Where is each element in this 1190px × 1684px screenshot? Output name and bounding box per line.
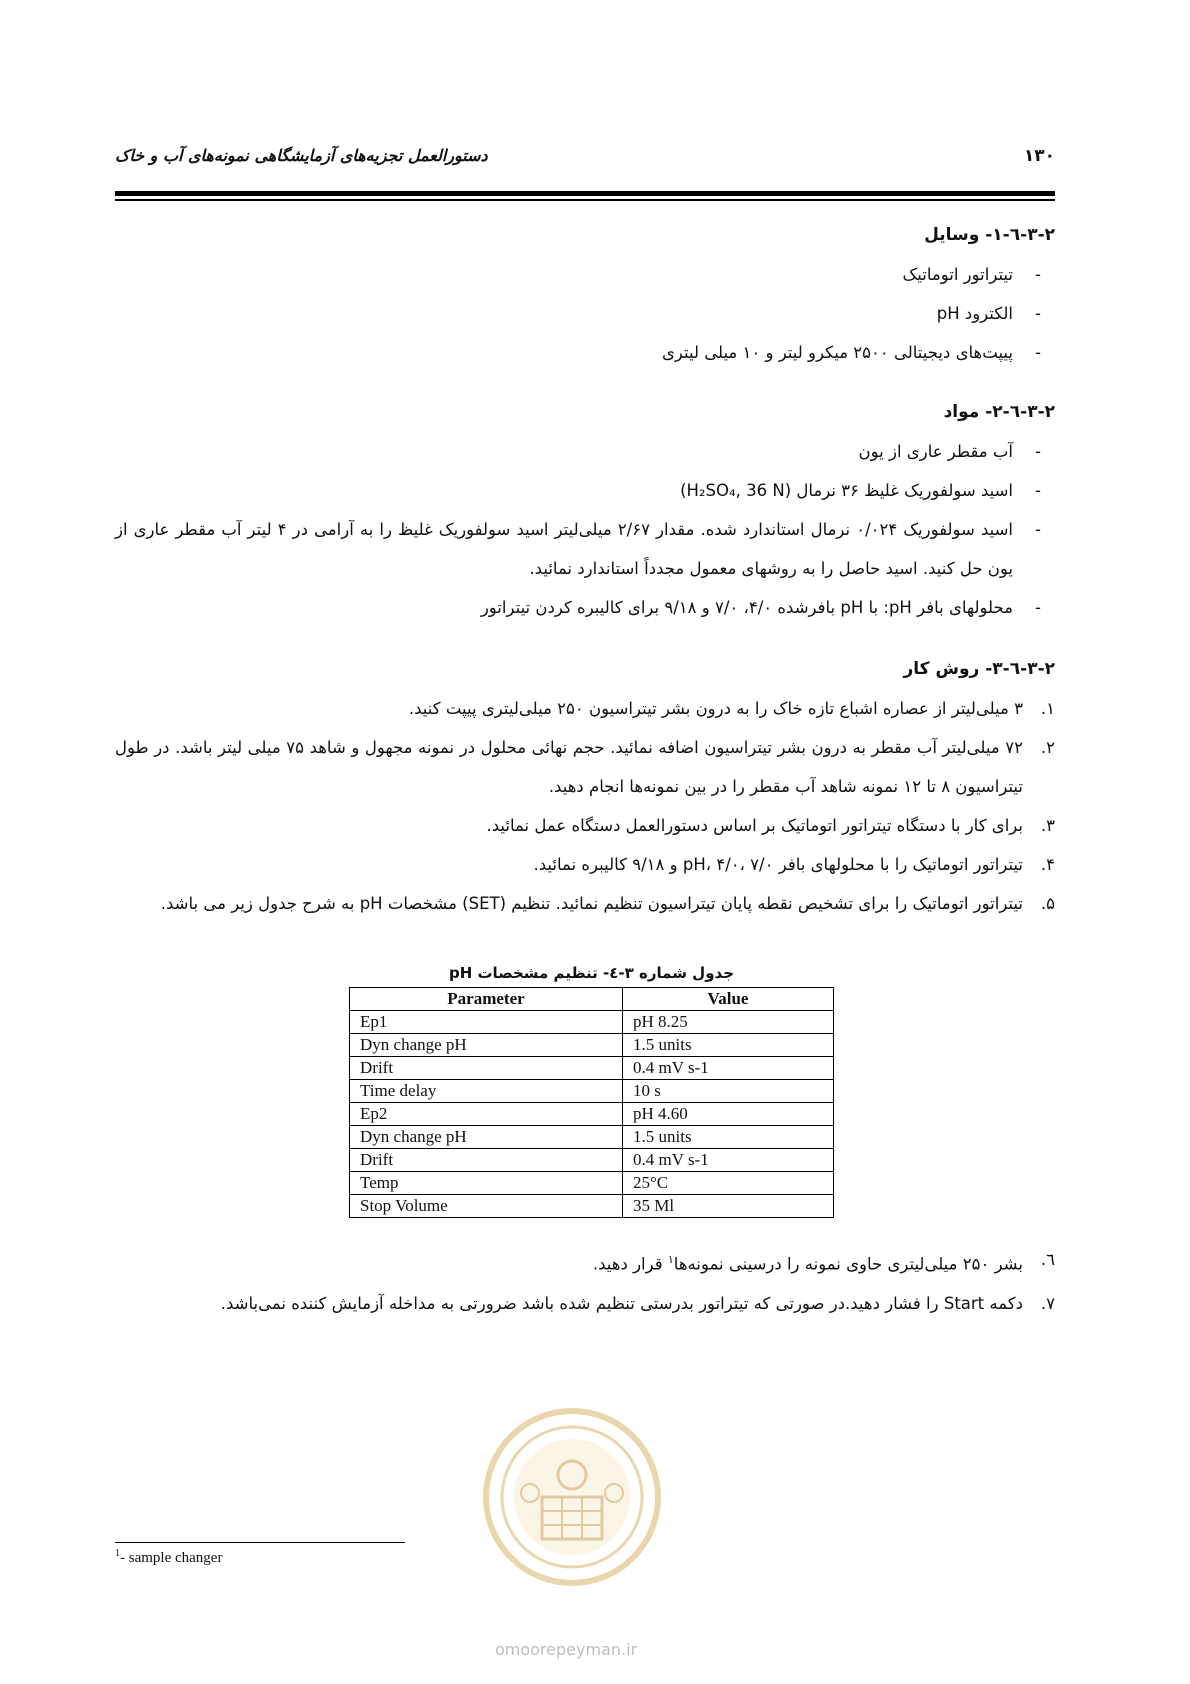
table-row: Ep1 pH 8.25: [350, 1011, 834, 1034]
procedure-list-continued: [115, 1240, 1055, 1323]
list-item: - آب مقطر عاری از یون: [115, 432, 1055, 471]
list-item: ۵. تیتراتور اتوماتیک را برای تشخیص نقطه پایان تیتراسیون تنظیم نمائید. تنظیم (SET) مشخصات pH به شرح جدول زیر می باشد.: [115, 884, 1055, 923]
footnote-reference[interactable]: ۱: [667, 1253, 674, 1266]
dash-bullet-icon: -: [1035, 304, 1041, 323]
page-header: [115, 146, 1055, 174]
list-item: ۱. ۳ میلی‌لیتر از عصاره اشباع تازه خاک را به درون بشر تیتراسیون ۲۵۰ میلی‌لیتری پیپت کنید.: [115, 689, 1055, 728]
list-item: - الکترود pH: [115, 294, 1055, 333]
dash-bullet-icon: -: [1035, 265, 1041, 284]
list-item: - اسید سولفوریک ۰/۰۲۴ نرمال استاندارد شده. مقدار ۲/۶۷ میلی‌لیتر اسید سولفوریک غلیظ را به آرامی در ۴ لیتر آب مقطر عاری از یون حل کنید. اسید حاصل را به روشهای معمول مجدداً استاندارد نمائید.: [115, 510, 1055, 588]
list-item: ٦. بشر ۲۵۰ میلی‌لیتری حاوی نمونه را درسینی نمونه‌ها$^۱$ قرار دهید.: [115, 1240, 1055, 1284]
column-header-parameter: Parameter: [350, 988, 623, 1011]
table-row: Time delay 10 s: [350, 1080, 834, 1103]
header-rule-thin: [115, 199, 1055, 201]
column-header-value: Value: [623, 988, 834, 1011]
dash-bullet-icon: -: [1035, 442, 1041, 461]
section-heading-procedure: ۳-۲-٦-۳- روش کار: [903, 659, 1055, 679]
list-item: - اسید سولفوریک غلیظ ۳۶ نرمال (H₂SO₄, 36 N): [115, 471, 1055, 510]
table-row: Ep2 pH 4.60: [350, 1103, 834, 1126]
list-number: ۱.: [1040, 699, 1055, 718]
table-row: Drift 0.4 mV s-1: [350, 1149, 834, 1172]
list-item: ۲. ۷۲ میلی‌لیتر آب مقطر به درون بشر تیتراسیون اضافه نمائید. حجم نهائی محلول در نمونه مجهول و شاهد ۷۵ میلی لیتر باشد. در طول تیتراسیون ۸ تا ۱۲ نمونه شاهد آب مقطر را در بین نمونه‌ها انجام دهید.: [115, 728, 1055, 806]
list-number: ۳.: [1040, 816, 1055, 835]
list-number: ۷.: [1040, 1293, 1055, 1313]
dash-bullet-icon: -: [1035, 343, 1041, 362]
list-number: ۵.: [1040, 894, 1055, 913]
ph-settings-table: [349, 987, 834, 1218]
list-item: ۳. برای کار با دستگاه تیتراتور اتوماتیک بر اساس دستورالعمل دستگاه عمل نمائید.: [115, 806, 1055, 845]
header-title: دستورالعمل تجزیه‌های آزمایشگاهی نمونه‌های آب و خاک: [115, 146, 488, 165]
tools-list: [115, 255, 1055, 372]
dash-bullet-icon: -: [1035, 481, 1041, 500]
list-item: - تیتراتور اتوماتیک: [115, 255, 1055, 294]
table-row: Dyn change pH 1.5 units: [350, 1034, 834, 1057]
list-number: ۴.: [1040, 855, 1055, 874]
list-item: ۴. تیتراتور اتوماتیک را با محلولهای بافر pH، ۴/۰، ۷/۰ و ۹/۱۸ کالیبره نمائید.: [115, 845, 1055, 884]
list-item: - پیپت‌های دیجیتالی ۲۵۰۰ میکرو لیتر و ۱۰ میلی لیتری: [115, 333, 1055, 372]
dash-bullet-icon: -: [1035, 598, 1041, 617]
dash-bullet-icon: -: [1035, 520, 1041, 539]
list-number: ۲.: [1040, 738, 1055, 757]
list-item: ۷. دکمه Start را فشار دهید.در صورتی که تیتراتور بدرستی تنظیم شده باشد ضرورتی به مداخله آزمایش کننده نمی‌باشد.: [115, 1284, 1055, 1323]
list-number: ٦.: [1040, 1250, 1055, 1269]
procedure-list: [115, 689, 1055, 923]
watermark-seal-icon: [480, 1405, 665, 1590]
ph-settings-table-block: [349, 963, 834, 1218]
table-row: Dyn change pH 1.5 units: [350, 1126, 834, 1149]
table-row: Stop Volume 35 Ml: [350, 1195, 834, 1218]
table-caption: جدول شماره ۳-٤- تنظیم مشخصات pH: [448, 964, 735, 982]
footnote: [115, 1548, 222, 1567]
header-rule-thick: [115, 191, 1055, 196]
watermark-site: omoorepeyman.ir: [495, 1640, 638, 1659]
footnote-text: - sample changer: [120, 1550, 223, 1566]
section-heading-materials: ۳-۲-٦-۲- مواد: [943, 402, 1055, 422]
footnote-marker: 1: [115, 1548, 120, 1559]
page-number: ۱۳۰: [1023, 146, 1055, 166]
table-row: Temp 25°C: [350, 1172, 834, 1195]
materials-list: [115, 432, 1055, 627]
section-heading-tools: ۳-۲-٦-۱- وسایل: [924, 225, 1055, 245]
table-row: Drift 0.4 mV s-1: [350, 1057, 834, 1080]
table-header-row: [350, 988, 834, 1011]
list-item: - محلولهای بافر pH: با pH بافرشده ۴/۰، ۷/۰ و ۹/۱۸ برای کالیبره کردن تیتراتور: [115, 588, 1055, 627]
footnote-rule: [115, 1542, 405, 1543]
page-content: [115, 215, 1055, 1323]
